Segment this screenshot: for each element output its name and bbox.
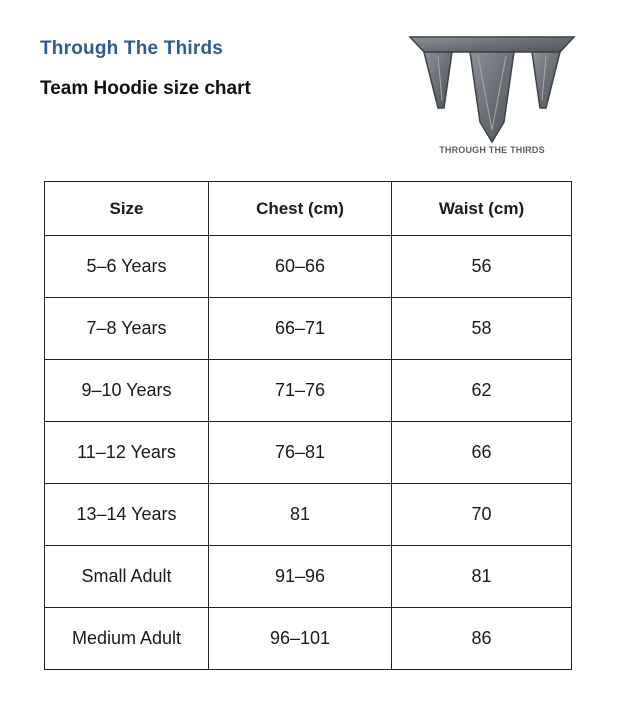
size-cell: 13–14 Years: [45, 484, 209, 546]
chest-cell: 81: [209, 484, 392, 546]
column-header-chest: Chest (cm): [209, 182, 392, 236]
size-cell: Small Adult: [45, 546, 209, 608]
chest-cell: 71–76: [209, 360, 392, 422]
size-cell: 11–12 Years: [45, 422, 209, 484]
brand-logo: [408, 34, 576, 164]
table-row: [45, 422, 572, 484]
chest-cell: 66–71: [209, 298, 392, 360]
table-row: [45, 608, 572, 670]
page-subtitle: Team Hoodie size chart: [40, 78, 251, 99]
table-row: [45, 236, 572, 298]
chest-cell: 60–66: [209, 236, 392, 298]
waist-cell: 70: [392, 484, 572, 546]
waist-cell: 62: [392, 360, 572, 422]
waist-cell: 86: [392, 608, 572, 670]
waist-cell: 81: [392, 546, 572, 608]
chest-cell: 96–101: [209, 608, 392, 670]
size-cell: Medium Adult: [45, 608, 209, 670]
table-row: [45, 484, 572, 546]
waist-cell: 58: [392, 298, 572, 360]
size-cell: 9–10 Years: [45, 360, 209, 422]
column-header-waist: Waist (cm): [392, 182, 572, 236]
size-chart-table: [44, 181, 572, 670]
logo-text: THROUGH THE THIRDS: [439, 145, 545, 155]
table-row: [45, 360, 572, 422]
size-cell: 7–8 Years: [45, 298, 209, 360]
table-row: [45, 546, 572, 608]
table-row: [45, 298, 572, 360]
chest-cell: 76–81: [209, 422, 392, 484]
waist-cell: 56: [392, 236, 572, 298]
table-header-row: [45, 182, 572, 236]
brand-title: Through The Thirds: [40, 38, 224, 59]
chest-cell: 91–96: [209, 546, 392, 608]
waist-cell: 66: [392, 422, 572, 484]
column-header-size: Size: [45, 182, 209, 236]
ttt-logo-icon: [408, 34, 576, 146]
size-cell: 5–6 Years: [45, 236, 209, 298]
